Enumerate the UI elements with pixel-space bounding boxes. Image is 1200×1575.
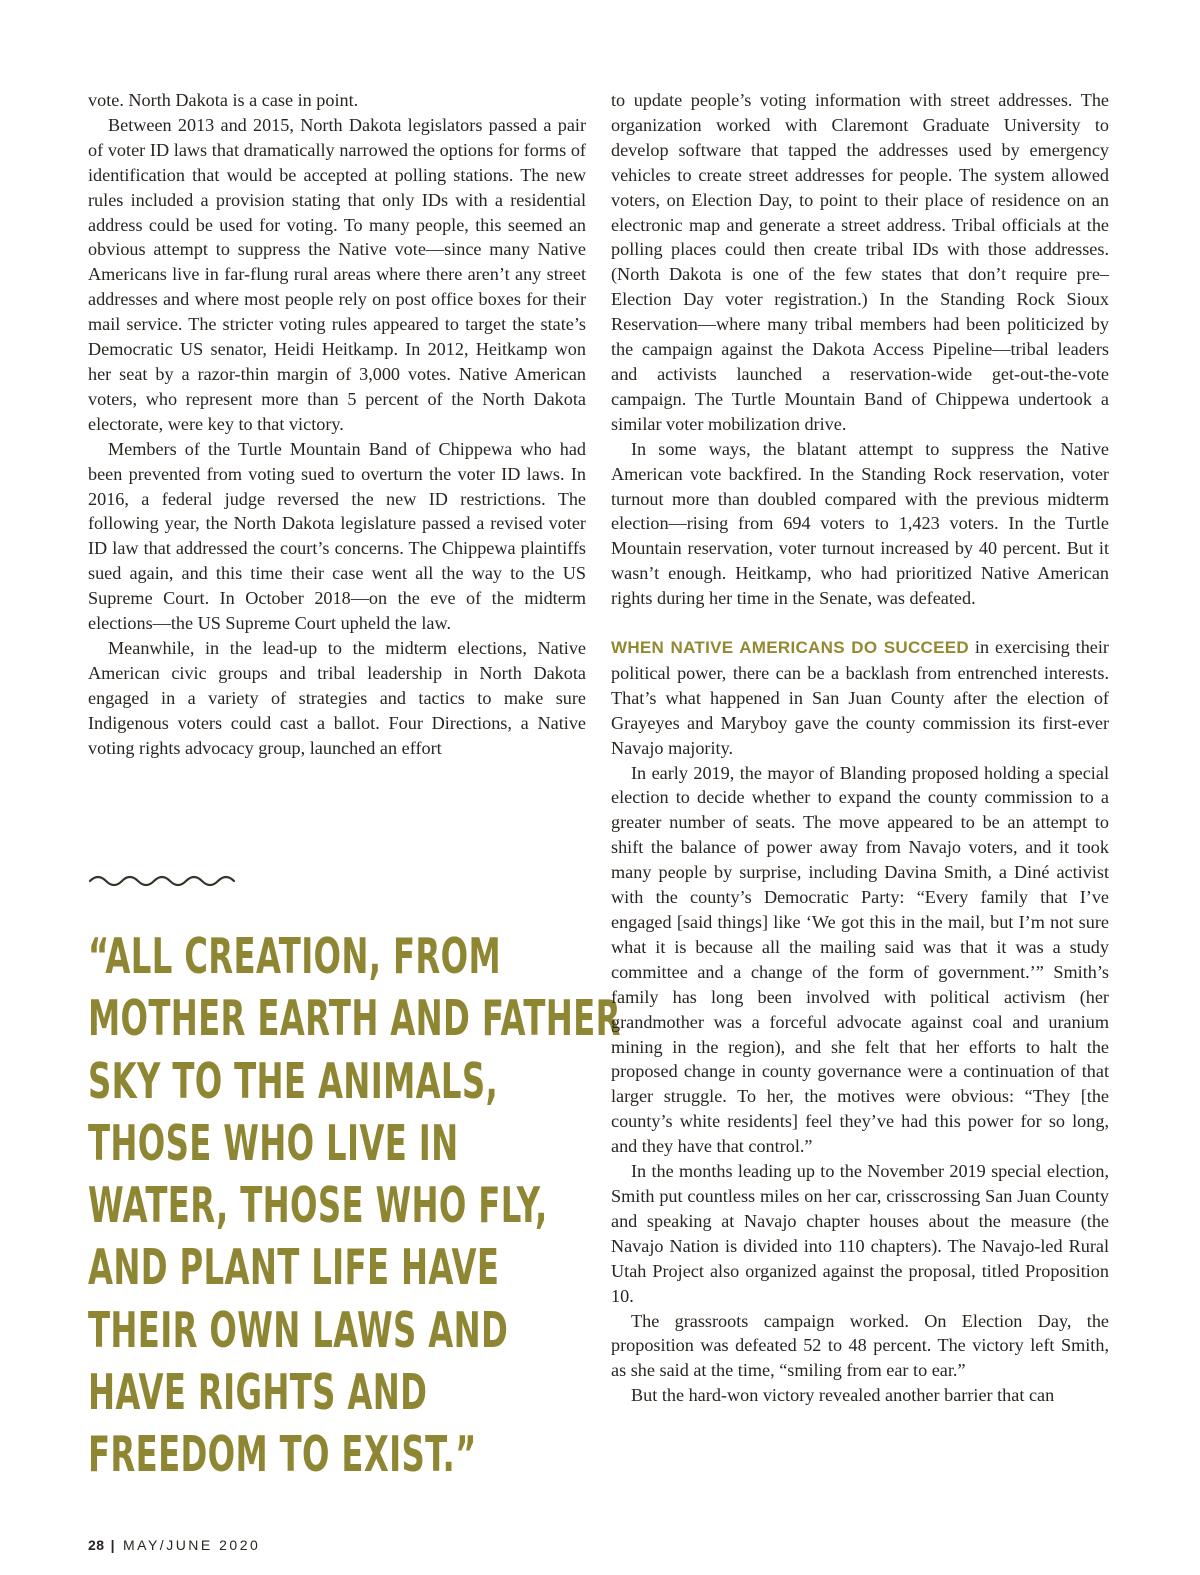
folio-separator: |: [110, 1537, 117, 1553]
page-number: 28: [88, 1537, 105, 1553]
pull-quote-line: FREEDOM TO EXIST.”: [88, 1426, 477, 1484]
right-column: [611, 88, 1109, 1408]
wavy-divider-icon: [88, 868, 238, 890]
body-paragraph: Meanwhile, in the lead-up to the midterm elections, Native American civic groups and tribal leadership in North Dakota engaged in a variety of strategies and tactics to make sure Indigenous voters could cast a ballot. Four Directions, a Native voting rights advocacy group, launched an effort: [88, 637, 586, 758]
pull-quote-line: SKY TO THE ANIMALS,: [88, 1052, 499, 1110]
body-paragraph: Members of the Turtle Mountain Band of Chippewa who had been prevented from voting sued to overturn the voter ID laws. In 2016, a federal judge reversed the new ID restrictions. The following year, the North Dakota legislature passed a revised voter ID law that addressed the court’s concerns. The Chippewa plaintiffs sued again, and this time their case went all the way to the US Supreme Court. In October 2018—on the eve of the midterm elections—the US Supreme Court upheld the law.: [88, 438, 586, 634]
body-paragraph: Between 2013 and 2015, North Dakota legislators passed a pair of voter ID laws that dramatically narrowed the options for forms of identification that would be accepted at polling stations. The new rules included a provision stating that only IDs with a residential address could be used for voting. To many people, this seemed an obvious attempt to suppress the Native vote—since many Native Americans live in far-flung rural areas where there aren’t any street addresses and where most people rely on post office boxes for their mail service. The stricter voting rules appeared to target the state’s Democratic US senator, Heidi Heitkamp. In 2012, Heitkamp won her seat by a razor-thin margin of 3,000 votes. Native American voters, who represent more than 5 percent of the North Dakota electorate, were key to that victory.: [88, 114, 586, 434]
pull-quote-line: “ALL CREATION, FROM: [88, 928, 501, 985]
body-paragraph: But the hard-won victory revealed another barrier that can: [631, 1385, 1055, 1406]
body-paragraph: In early 2019, the mayor of Blanding proposed holding a special election to decide whether to expand the county commission to a greater number of seats. The move appeared to be an attempt to shift the balance of power away from Navajo voters, and it took many people by surprise, including Davina Smith, a Diné activist with the county’s Democratic Party: “Every family that I’ve engaged [said things] like ‘We got this in the mail, but I’m not sure what it is because all the mailing said was that it was a study committee and a change of the form of government.’” Smith’s family has long been involved with political activism (her grandmother was a forceful advocate against coal and uranium mining in the region), and she felt that her efforts to halt the proposed change in county governance were a continuation of that larger struggle. To her, the motives were obvious: “They [the county’s white residents] feel they’ve had this power for so long, and they have that control.”: [611, 762, 1109, 1157]
section-lead-in: WHEN NATIVE AMERICANS DO SUCCEED: [611, 638, 969, 658]
pull-quote: [88, 926, 621, 1487]
body-paragraph: In some ways, the blatant attempt to suppress the Native American vote backfired. In the Standing Rock reservation, voter turnout more than doubled compared with the previous midterm election—rising from 694 voters to 1,423 voters. In the Turtle Mountain reservation, voter turnout increased by 40 percent. But it wasn’t enough. Heitkamp, who had prioritized Native American rights during her time in the Senate, was defeated.: [611, 438, 1109, 609]
pull-quote-line: HAVE RIGHTS AND: [88, 1364, 428, 1422]
body-paragraph: to update people’s voting information with street addresses. The organization worked with Claremont Graduate University to develop software that tapped the addresses used by emergency vehicles to create street addresses for people. The system allowed voters, on Election Day, to point to their place of residence on an electronic map and generate a street address. Tribal officials at the polling places could then create tribal IDs with those addresses. (North Dakota is one of the few states that don’t require pre–Election Day voter registration.) In the Standing Rock Sioux Reservation—where many tribal members had been politicized by the campaign against the Dakota Access Pipeline—tribal leaders and activists launched a reservation-wide get-out-the-vote campaign. The Turtle Mountain Band of Chippewa undertook a similar voter mobilization drive.: [611, 90, 1109, 434]
pull-quote-line: THEIR OWN LAWS AND: [88, 1301, 509, 1359]
body-paragraph: In the months leading up to the November 2019 special election, Smith put countless miles on her car, crisscrossing San Juan County and speaking at Navajo chapter houses about the measure (the Navajo Nation is divided into 110 chapters). The Navajo-led Rural Utah Project also organized against the proposal, titled Proposition 10.: [611, 1161, 1109, 1306]
section-lead-text: in exercising their political power, there can be a backlash from entrenched interests. That’s what happened in San Juan County after the election of Grayeyes and Maryboy gave the county commission its first-ever Navajo majority.: [611, 637, 1109, 758]
folio: [88, 1537, 260, 1553]
pull-quote-line: WATER, THOSE WHO FLY,: [88, 1177, 548, 1235]
body-paragraph: vote. North Dakota is a case in point.: [88, 90, 359, 110]
issue-date: MAY/JUNE 2020: [123, 1537, 261, 1553]
section-opening-paragraph: [611, 635, 1109, 761]
body-paragraph: The grassroots campaign worked. On Election Day, the proposition was defeated 52 to 48 percent. The victory left Smith, as she said at the time, “smiling from ear to ear.”: [611, 1310, 1109, 1381]
pull-quote-line: AND PLANT LIFE HAVE: [88, 1239, 500, 1297]
pull-quote-line: THOSE WHO LIVE IN: [88, 1114, 459, 1172]
pull-quote-line: MOTHER EARTH AND FATHER: [88, 990, 621, 1048]
left-column: [88, 88, 586, 760]
